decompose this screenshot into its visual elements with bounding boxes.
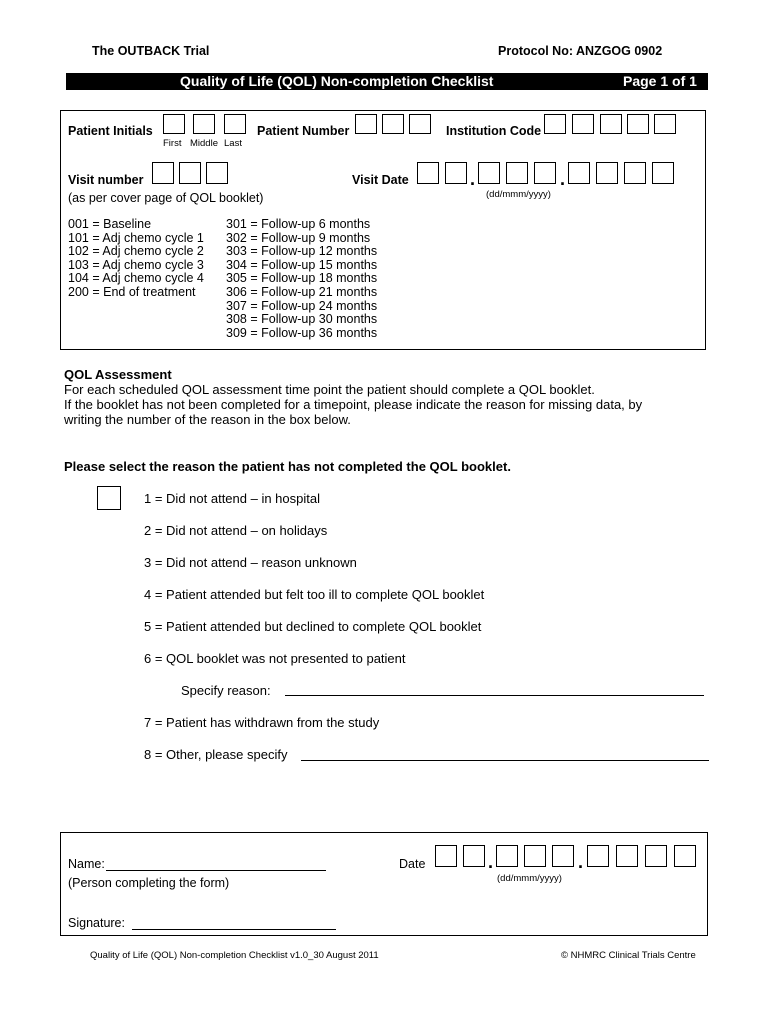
- signoff-date-format: (dd/mmm/yyyy): [497, 873, 562, 884]
- visit-number-note: (as per cover page of QOL booklet): [68, 191, 264, 205]
- visit-date-day-2[interactable]: [445, 162, 467, 184]
- initial-last-box[interactable]: [224, 114, 246, 134]
- list-item: 306 = Follow-up 21 months: [226, 284, 378, 299]
- reason-7: 7 = Patient has withdrawn from the study: [144, 715, 380, 730]
- other-specify-line[interactable]: [301, 760, 709, 761]
- signoff-date-label: Date: [399, 857, 426, 871]
- list-item: 307 = Follow-up 24 months: [226, 298, 378, 313]
- signoff-date-month-3[interactable]: [552, 845, 574, 867]
- signoff-date-day-2[interactable]: [463, 845, 485, 867]
- signoff-date-month-2[interactable]: [524, 845, 546, 867]
- signoff-date-year-3[interactable]: [645, 845, 667, 867]
- initial-middle-caption: Middle: [190, 138, 218, 149]
- assessment-line-2: If the booklet has not been completed for a timepoint, please indicate the reason for missing data, by: [64, 397, 643, 412]
- signoff-date-year-4[interactable]: [674, 845, 696, 867]
- trial-name: The OUTBACK Trial: [92, 44, 210, 58]
- reason-1: 1 = Did not attend – in hospital: [144, 491, 320, 506]
- title-bar: [66, 73, 708, 90]
- visit-date-day-1[interactable]: [417, 162, 439, 184]
- signoff-date-year-1[interactable]: [587, 845, 609, 867]
- list-item: 308 = Follow-up 30 months: [226, 312, 378, 327]
- assessment-line-3: writing the number of the reason in the box below.: [64, 412, 351, 427]
- visit-date-month-2[interactable]: [506, 162, 528, 184]
- patient-number-label: Patient Number: [257, 124, 350, 138]
- signoff-date-month-1[interactable]: [496, 845, 518, 867]
- visit-date-year-4[interactable]: [652, 162, 674, 184]
- reason-code-box[interactable]: [97, 486, 121, 510]
- list-item: 104 = Adj chemo cycle 4: [68, 271, 204, 286]
- reason-6: 6 = QOL booklet was not presented to patient: [144, 651, 406, 666]
- date-separator-dot: .: [560, 169, 566, 189]
- reason-4: 4 = Patient attended but felt too ill to complete QOL booklet: [144, 587, 485, 602]
- date-separator-dot: .: [470, 169, 476, 189]
- footer-version: Quality of Life (QOL) Non-completion Checklist v1.0_30 August 2011: [90, 950, 379, 961]
- specify-reason-line[interactable]: [285, 695, 704, 696]
- patient-number-box-3[interactable]: [409, 114, 431, 134]
- footer-copyright: © NHMRC Clinical Trials Centre: [561, 950, 696, 961]
- institution-code-box-3[interactable]: [600, 114, 622, 134]
- visit-date-year-2[interactable]: [596, 162, 618, 184]
- list-item: 304 = Follow-up 15 months: [226, 257, 378, 272]
- specify-reason-label: Specify reason:: [181, 683, 271, 698]
- visit-date-year-1[interactable]: [568, 162, 590, 184]
- protocol-number: Protocol No: ANZGOG 0902: [498, 44, 663, 58]
- patient-number-box-2[interactable]: [382, 114, 404, 134]
- signoff-date-day-1[interactable]: [435, 845, 457, 867]
- visit-number-box-2[interactable]: [179, 162, 201, 184]
- list-item: 001 = Baseline: [68, 217, 152, 231]
- reason-8: 8 = Other, please specify: [144, 747, 288, 762]
- visit-date-format: (dd/mmm/yyyy): [486, 189, 551, 200]
- patient-initials-label: Patient Initials: [68, 124, 153, 138]
- institution-code-box-2[interactable]: [572, 114, 594, 134]
- initial-last-caption: Last: [224, 138, 242, 149]
- visit-codes-right: [226, 218, 377, 340]
- date-separator-dot: .: [488, 852, 494, 872]
- page-indicator: Page 1 of 1: [623, 73, 697, 89]
- list-item: 101 = Adj chemo cycle 1: [68, 230, 204, 245]
- institution-code-box-1[interactable]: [544, 114, 566, 134]
- signoff-date-year-2[interactable]: [616, 845, 638, 867]
- list-item: 302 = Follow-up 9 months: [226, 230, 371, 245]
- patient-number-box-1[interactable]: [355, 114, 377, 134]
- list-item: 102 = Adj chemo cycle 2: [68, 244, 204, 259]
- visit-date-label: Visit Date: [352, 173, 409, 187]
- form-title: Quality of Life (QOL) Non-completion Checklist: [180, 73, 494, 89]
- date-separator-dot: .: [578, 852, 584, 872]
- institution-code-box-5[interactable]: [654, 114, 676, 134]
- name-line[interactable]: [106, 870, 326, 871]
- assessment-heading: QOL Assessment: [64, 367, 172, 382]
- signature-label: Signature:: [68, 916, 125, 930]
- signature-line[interactable]: [132, 929, 336, 930]
- visit-number-label: Visit number: [68, 173, 144, 187]
- list-item: 301 = Follow-up 6 months: [226, 217, 371, 231]
- name-label: Name:: [68, 857, 105, 871]
- reason-2: 2 = Did not attend – on holidays: [144, 523, 328, 538]
- list-item: 309 = Follow-up 36 months: [226, 325, 378, 340]
- institution-code-box-4[interactable]: [627, 114, 649, 134]
- initial-first-caption: First: [163, 138, 182, 149]
- institution-code-label: Institution Code: [446, 124, 542, 138]
- visit-date-month-3[interactable]: [534, 162, 556, 184]
- list-item: 103 = Adj chemo cycle 3: [68, 257, 204, 272]
- initial-first-box[interactable]: [163, 114, 185, 134]
- visit-date-month-1[interactable]: [478, 162, 500, 184]
- assessment-line-1: For each scheduled QOL assessment time point the patient should complete a QOL booklet.: [64, 382, 595, 397]
- list-item: 303 = Follow-up 12 months: [226, 244, 378, 259]
- list-item: 200 = End of treatment: [68, 284, 196, 299]
- select-reason-heading: Please select the reason the patient has not completed the QOL booklet.: [64, 459, 511, 474]
- visit-date-year-3[interactable]: [624, 162, 646, 184]
- reason-3: 3 = Did not attend – reason unknown: [144, 555, 357, 570]
- visit-number-box-1[interactable]: [152, 162, 174, 184]
- person-completing-note: (Person completing the form): [68, 876, 230, 890]
- visit-codes-left: [68, 218, 204, 300]
- list-item: 305 = Follow-up 18 months: [226, 271, 378, 286]
- initial-middle-box[interactable]: [193, 114, 215, 134]
- visit-number-box-3[interactable]: [206, 162, 228, 184]
- reason-5: 5 = Patient attended but declined to complete QOL booklet: [144, 619, 482, 634]
